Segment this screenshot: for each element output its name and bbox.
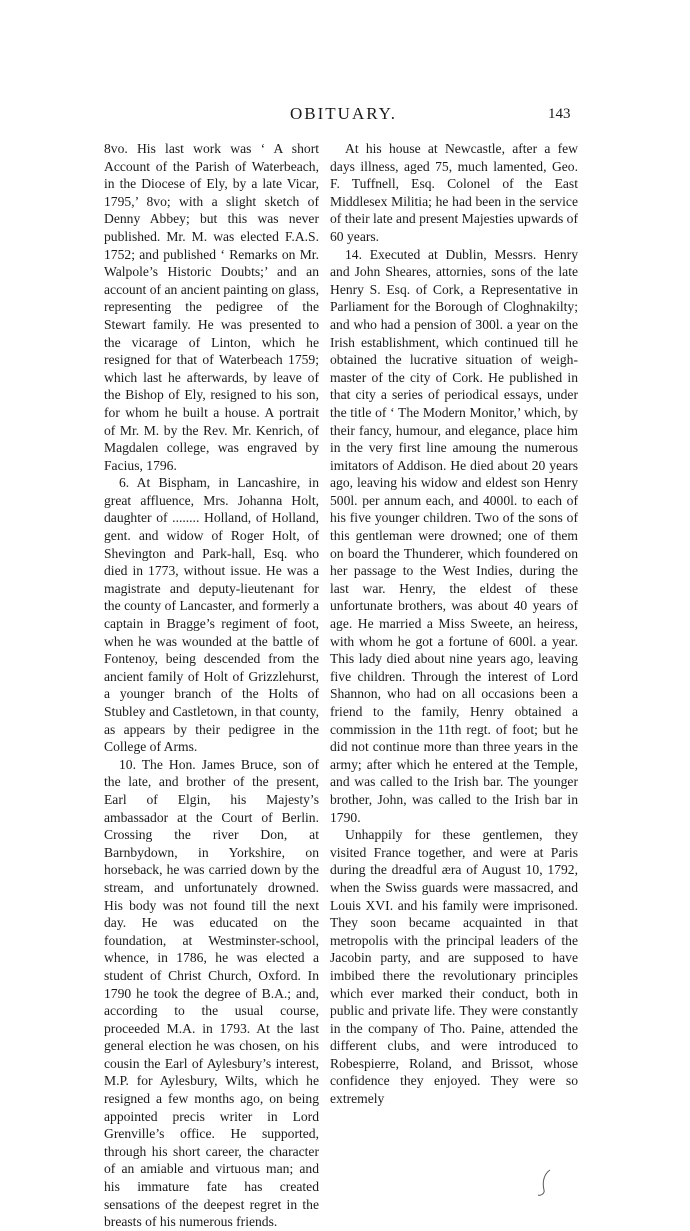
paragraph-macro-continued: 8vo. His last work was ‘ A short Account of the Parish of Waterbeach, in the Diocese of Ely, by a late Vicar, 1795,’ 8vo; with a slight sketch of Denny Abbey; but this was never published. Mr. M. was elected F.A.S. 1752; and published ‘ Remarks on Mr. Walpole’s Historic Doubts;’ and an account of an ancient painting on glass, representing the pedigree of the Stewart family. He was presented to the vicarage of Linton, which he resigned for that of Waterbeach 1759; which last he afterwards, by leave of the Bishop of Ely, resigned to his son, for whom he built a house. A portrait of Mr. M. by the Rev. Mr. Kenrich, of Magdalen college, was engraved by Facius, 1796. <box>104 141 319 473</box>
running-head <box>0 104 690 134</box>
paragraph-holt: 6. At Bispham, in Lancashire, in great affluence, Mrs. Johanna Holt, daughter of ........ Holland, of Holland, gent. and widow of Roger Holt, of Shevington and Park-hall, Esq. who died in 1773, without issue. He was a magistrate and deputy-lieutenant for the county of Lancaster, and formerly a captain in Bragge’s regiment of foot, when he was wounded at the battle of Fontenoy, being descended from the ancient family of Holt of Grizzlehurst, a younger branch of the Holts of Stubley and Castletown, in that county, as appears by their pedigree in the College of Arms. <box>104 475 319 755</box>
page-number: 143 <box>548 106 571 122</box>
paragraph-sheares: 14. Executed at Dublin, Messrs. Henry and John Sheares, attornies, sons of the late Henry S. Esq. of Cork, a Representative in Parliament for the Borough of Cloghnakilty; and who had a pension of 300l. a year on the Irish establishment, which continued till he obtained the lucrative situation of weigh-master of the city of Cork. He published in that city a series of periodical essays, under the title of ‘ The Modern Monitor,’ which, by their fancy, humour, and elegance, place him in the very first line amoung the numerous imitators of Addison. He died about 20 years ago, leaving his widow and eldest son Henry 500l. per annum each, and 4000l. to each of his five younger children. Two of the sons of this gentleman were drowned; one of them on board the Thunderer, which foundered on her passage to the West Indies, during the last war. Henry, the eldest of these unfortunate brothers, was about 40 years of age. He married a Miss Sweete, an heiress, with whom he got a fortune of 600l. a year. This lady died about nine years ago, leaving five children. Through the interest of Lord Shannon, who had on all occasions been a friend to the family, Henry obtained a commission in the 11th regt. of foot; but he did not continue more than three years in the army; after which he entered at the Temple, and was called to the Irish bar. The younger brother, John, was called to the Irish bar in 1790. <box>330 246 578 825</box>
page-title: OBITUARY. <box>290 104 397 123</box>
left-column <box>104 140 319 1231</box>
ink-mark <box>536 1168 560 1198</box>
right-column <box>330 140 578 1108</box>
paragraph-tuffnell: At his house at Newcastle, after a few days illness, aged 75, much lamented, Geo. F. Tuffnell, Esq. Colonel of the East Middlesex Militia; he had been in the service of their late and present Majesties upwards of 60 years. <box>330 141 579 244</box>
paragraph-bruce: 10. The Hon. James Bruce, son of the late, and brother of the present, Earl of Elgin, his Majesty’s ambassador at the Court of Berlin. Crossing the river Don, at Barnbydown, in Yorkshire, on horseback, he was carried down by the stream, and unfortunately drowned. His body was not found till the next day. He was educated on the foundation, at Westminster-school, whence, in 1786, he was elected a student of Christ Church, Oxford. In 1790 he took the degree of B.A.; and, according to the usual course, proceeded M.A. in 1793. At the last general election he was chosen, on his cousin the Earl of Aylesbury’s interest, M.P. for Aylesbury, Wilts, which he resigned a few months ago, on being appointed precis writer in Lord Grenville’s office. He supported, through his short career, the character of an amiable and virtuous man; and his immature fate has created sensations of the deepest regret in the breasts of his numerous friends. <box>104 756 319 1230</box>
paragraph-sheares-continued: Unhappily for these gentlemen, they visited France together, and were at Paris during the dreadful æra of August 10, 1792, when the Swiss guards were massacred, and Louis XVI. and his family were imprisoned. They soon became acquainted in that metropolis with the principal leaders of the Jacobin party, and are supposed to have imbibed there the revolutionary principles which ever marked their conduct, both in public and private life. They were constantly in the company of Tho. Paine, attended the different clubs, and were introduced to Robespierre, Roland, and Brissot, whose confidence they enjoyed. They were so extremely <box>330 827 578 1107</box>
